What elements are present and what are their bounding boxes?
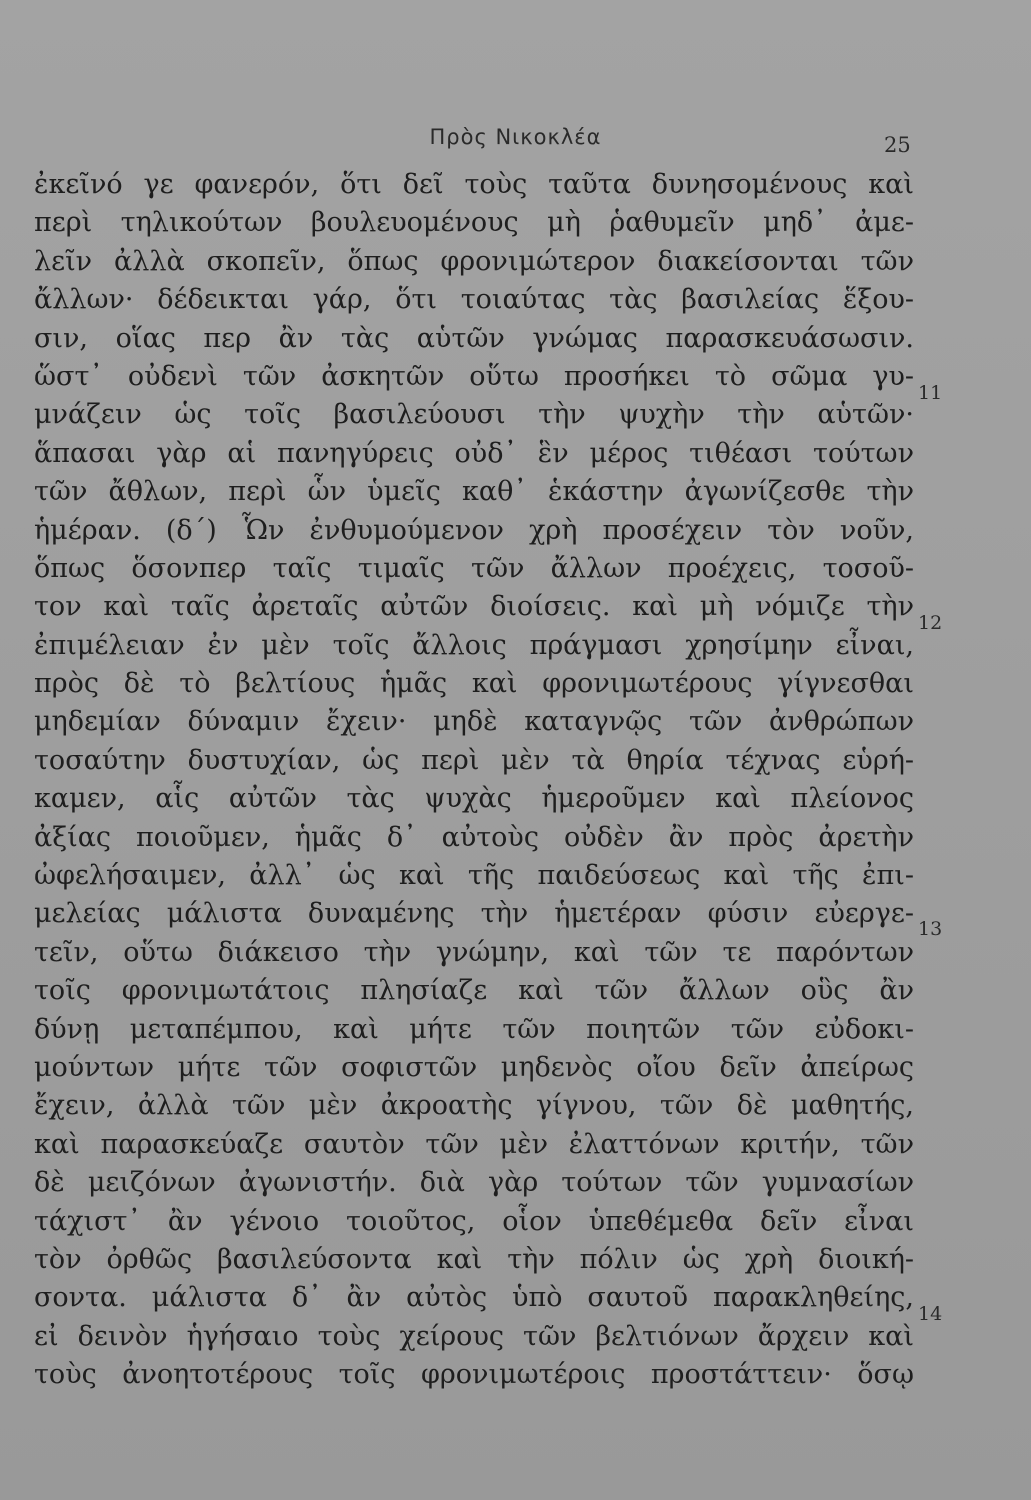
text-line: ἄλλων· δέδεικται γάρ, ὅτι τοιαύτας τὰς βασιλείας ἕξου- bbox=[34, 284, 914, 316]
text-line: ἐπιμέλειαν ἐν μὲν τοῖς ἄλλοις πράγμασι χρησίμην εἶναι, bbox=[34, 629, 914, 661]
text-line: πρὸς δὲ τὸ βελτίους ἡμᾶς καὶ φρονιμωτέρους γίγνεσθαι bbox=[34, 668, 914, 700]
section-number: 13 bbox=[918, 918, 943, 940]
text-line: καὶ παρασκεύαζε σαυτὸν τῶν μὲν ἐλαττόνων κριτήν, τῶν bbox=[34, 1128, 914, 1160]
text-line: τεῖν, οὕτω διάκεισο τὴν γνώμην, καὶ τῶν τε παρόντων bbox=[34, 936, 914, 968]
text-line: τοσαύτην δυστυχίαν, ὡς περὶ μὲν τὰ θηρία τέχνας εὑρή- bbox=[34, 744, 914, 776]
text-line: σοντα. μάλιστα δ᾽ ἂν αὐτὸς ὑπὸ σαυτοῦ παρακληθείης, bbox=[34, 1282, 914, 1314]
section-number: 14 bbox=[918, 1303, 943, 1325]
text-line: εἰ δεινὸν ἡγήσαιο τοὺς χείρους τῶν βελτιόνων ἄρχειν καὶ bbox=[34, 1320, 914, 1352]
text-line: τῶν ἄθλων, περὶ ὧν ὑμεῖς καθ᾽ ἑκάστην ἀγωνίζεσθε τὴν bbox=[34, 476, 914, 508]
text-line: περὶ τηλικούτων βουλευομένους μὴ ῥαθυμεῖν μηδ᾽ ἀμε- bbox=[34, 207, 914, 239]
text-line: τὸν ὀρθῶς βασιλεύσοντα καὶ τὴν πόλιν ὡς χρὴ διοική- bbox=[34, 1243, 914, 1275]
text-line: λεῖν ἀλλὰ σκοπεῖν, ὅπως φρονιμώτερον διακείσονται τῶν bbox=[34, 245, 914, 277]
text-line: ἡμέραν. (δ΄) Ὧν ἐνθυμούμενον χρὴ προσέχειν τὸν νοῦν, bbox=[34, 514, 914, 546]
text-line: δὲ μειζόνων ἀγωνιστήν. διὰ γὰρ τούτων τῶν γυμνασίων bbox=[34, 1167, 914, 1199]
body-text bbox=[34, 166, 914, 1395]
page-number: 25 bbox=[884, 133, 911, 157]
section-number: 11 bbox=[918, 382, 943, 404]
text-line: ὅπως ὅσονπερ ταῖς τιμαῖς τῶν ἄλλων προέχεις, τοσοῦ- bbox=[34, 552, 914, 584]
text-line: δύνῃ μεταπέμπου, καὶ μήτε τῶν ποιητῶν τῶν εὐδοκι- bbox=[34, 1013, 914, 1045]
text-line: τάχιστ᾽ ἂν γένοιο τοιοῦτος, οἷον ὑπεθέμεθα δεῖν εἶναι bbox=[34, 1205, 914, 1237]
text-line: σιν, οἵας περ ἂν τὰς αὑτῶν γνώμας παρασκευάσωσιν. bbox=[34, 322, 914, 354]
text-line: ὠφελήσαιμεν, ἀλλ᾽ ὡς καὶ τῆς παιδεύσεως καὶ τῆς ἐπι- bbox=[34, 860, 914, 892]
running-title: Πρὸς Νικοκλέα bbox=[429, 125, 602, 149]
text-line: τοὺς ἀνοητοτέρους τοῖς φρονιμωτέροις προστάττειν· ὅσῳ bbox=[34, 1359, 914, 1391]
text-line: ἅπασαι γὰρ αἱ πανηγύρεις οὐδ᾽ ἓν μέρος τιθέασι τούτων bbox=[34, 437, 914, 469]
text-line: μελείας μάλιστα δυναμένης τὴν ἡμετέραν φύσιν εὐεργε- bbox=[34, 898, 914, 930]
text-line: τον καὶ ταῖς ἀρεταῖς αὐτῶν διοίσεις. καὶ μὴ νόμιζε τὴν bbox=[34, 591, 914, 623]
text-line: ἔχειν, ἀλλὰ τῶν μὲν ἀκροατὴς γίγνου, τῶν δὲ μαθητής, bbox=[34, 1090, 914, 1122]
text-line: ὥστ᾽ οὐδενὶ τῶν ἀσκητῶν οὕτω προσήκει τὸ σῶμα γυ- bbox=[34, 360, 914, 392]
text-line: ἐκεῖνό γε φανερόν, ὅτι δεῖ τοὺς ταῦτα δυνησομένους καὶ bbox=[34, 169, 914, 200]
text-line: μούντων μήτε τῶν σοφιστῶν μηδενὸς οἴου δεῖν ἀπείρως bbox=[34, 1051, 914, 1083]
text-line: μηδεμίαν δύναμιν ἔχειν· μηδὲ καταγνῷς τῶν ἀνθρώπων bbox=[34, 706, 914, 738]
text-line: μνάζειν ὡς τοῖς βασιλεύουσι τὴν ψυχὴν τὴν αὑτῶν· bbox=[34, 399, 914, 431]
text-line: ἀξίας ποιοῦμεν, ἡμᾶς δ᾽ αὐτοὺς οὐδὲν ἂν πρὸς ἀρετὴν bbox=[34, 821, 914, 853]
text-line: καμεν, αἷς αὐτῶν τὰς ψυχὰς ἡμεροῦμεν καὶ πλείονος bbox=[34, 783, 914, 815]
text-line: τοῖς φρονιμωτάτοις πλησίαζε καὶ τῶν ἄλλων οὓς ἂν bbox=[34, 975, 914, 1007]
section-number: 12 bbox=[918, 612, 943, 634]
